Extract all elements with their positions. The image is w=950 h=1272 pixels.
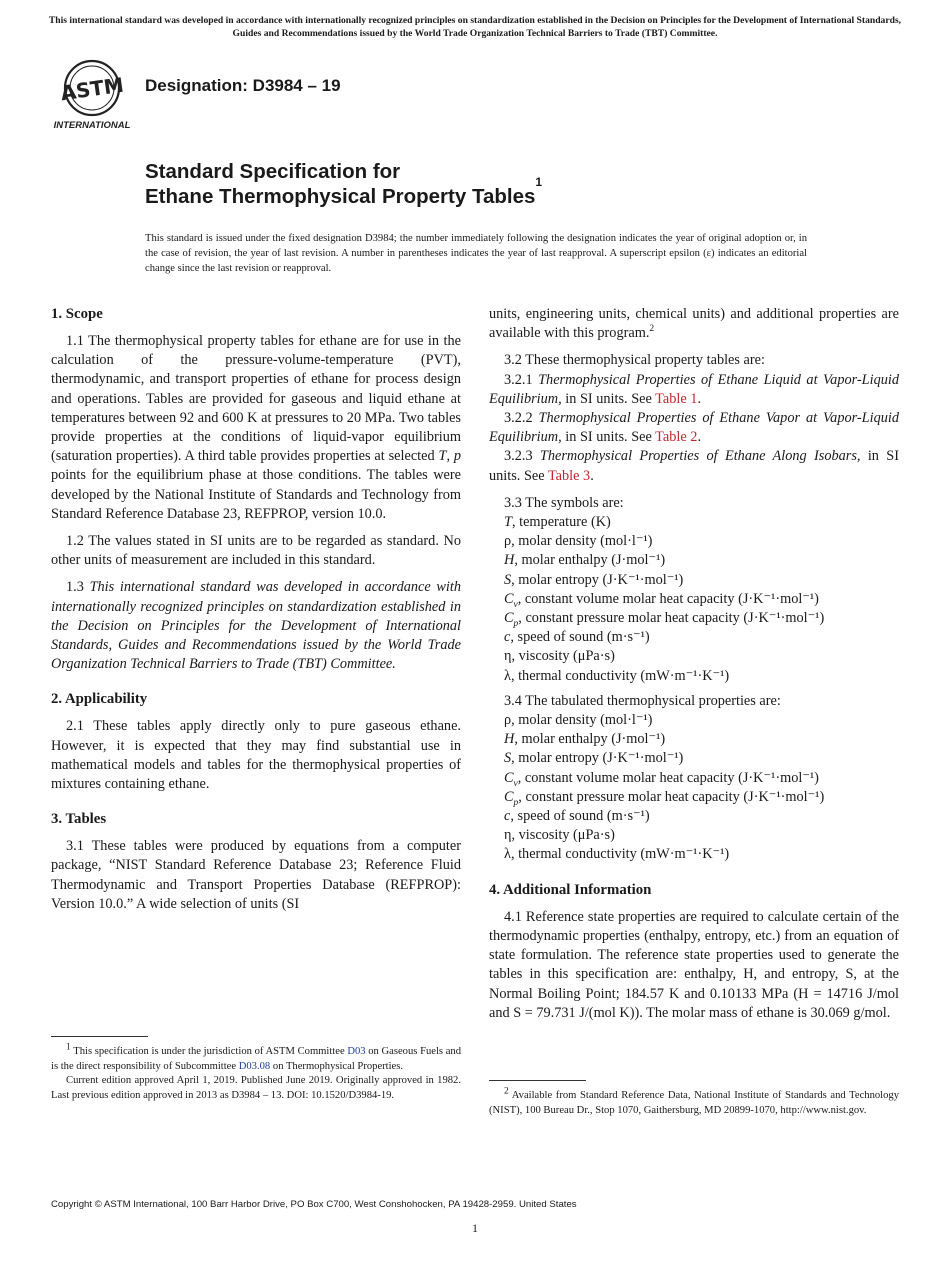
- document-title: [145, 159, 542, 209]
- footnote-rule-left: [51, 1036, 148, 1037]
- right-column: [489, 305, 899, 1031]
- symbol-item: λ, thermal conductivity (mW·m⁻¹·K⁻¹): [504, 667, 730, 684]
- logo-text: ASTM: [59, 72, 126, 106]
- tabulated-item: λ, thermal conductivity (mW·m⁻¹·K⁻¹): [504, 846, 730, 863]
- tabulated-item: c, speed of sound (m·s⁻¹): [504, 808, 650, 825]
- symbol-item: $C_v$, constant volume molar heat capacity (J·K⁻¹·mol⁻¹): [504, 590, 819, 610]
- standard-notice: This international standard was developed in accordance with internationally recognized principles on standardization established in the Decision on Principles for the Development of International Standards, Guides and Recommendations issued by the World Trade Organization Technical Barriers to Trade (TBT) Committee.: [48, 15, 902, 39]
- symbol-item: H, molar enthalpy (J·mol⁻¹): [504, 552, 666, 569]
- symbol-item: η, viscosity (μPa·s): [504, 648, 615, 665]
- section-2-heading: 2. Applicability: [51, 691, 148, 708]
- tabulated-list: [504, 711, 899, 865]
- footnote-1: $^1$ This specification is under the jurisdiction of ASTM Committee D03 on Gaseous Fuels and is the direct responsibility of Subcommittee D03.08 on Thermophysical Properties.: [51, 1042, 461, 1072]
- footnote-2: $^2$ Available from Standard Reference Data, National Institute of Standards and Technology (NIST), 100 Bureau Dr., Stop 1070, Gaithersburg, MD 20899-1070, http://www.nist.gov.: [489, 1086, 899, 1116]
- para-1-2: 1.2 The values stated in SI units are to be regarded as standard. No other units of measurement are included in this standard.: [51, 533, 461, 569]
- para-1-3: 1.3 This international standard was developed in accordance with internationally recognized principles on standardization established in the Decision on Principles for the Development of International Standards, Guides and Recommendations issued by the World Trade Organization Technical Barriers to Trade (TBT) Committee.: [51, 579, 462, 673]
- para-2-1: 2.1 These tables apply directly only to pure gaseous ethane. However, it is expected that they may find substantial use in mathematical models and tables for the thermophysical properties of mixtures containing ethane.: [51, 718, 461, 793]
- tabulated-item: $C_v$, constant volume molar heat capacity (J·K⁻¹·mol⁻¹): [504, 769, 819, 789]
- symbol-item: T, temperature (K): [504, 514, 611, 531]
- tabulated-item: S, molar entropy (J·K⁻¹·mol⁻¹): [504, 750, 684, 767]
- footnotes-right: [489, 1086, 899, 1118]
- symbol-item: c, speed of sound (m·s⁻¹): [504, 629, 650, 646]
- table-1-link[interactable]: Table 1: [655, 390, 698, 407]
- para-3-4: 3.4 The tabulated thermophysical properties are:: [504, 692, 781, 709]
- symbols-list: [504, 513, 899, 686]
- section-1-heading: 1. Scope: [51, 306, 103, 322]
- left-column: [51, 305, 461, 922]
- footnote-rule-right: [489, 1080, 586, 1081]
- tabulated-item: η, viscosity (μPa·s): [504, 827, 615, 844]
- para-4-1: 4.1 Reference state properties are required to calculate certain of the thermodynamic properties (enthalpy, entropy, etc.) from an equation of state formulation. The reference state properties used to generate the tables in this specification are: enthalpy, H, and entropy, S, at the Normal Boiling Point; 184.57 K and 0.10133 MPa (H = 14716 J/mol and S = 79.731 J/(mol K)). The molar mass of ethane is 30.069 g/mol.: [489, 908, 899, 1021]
- footnotes-left: [51, 1042, 461, 1103]
- tabulated-item: H, molar enthalpy (J·mol⁻¹): [504, 731, 666, 748]
- para-3-2: 3.2 These thermophysical property tables are:: [504, 352, 765, 369]
- para-3-3: 3.3 The symbols are:: [504, 494, 624, 511]
- copyright: Copyright © ASTM International, 100 Barr Harbor Drive, PO Box C700, West Conshohocken, PA 19428-2959. United States: [51, 1199, 577, 1210]
- symbol-item: ρ, molar density (mol·l⁻¹): [504, 533, 653, 550]
- symbol-item: S, molar entropy (J·K⁻¹·mol⁻¹): [504, 571, 684, 588]
- para-3-2-1: 3.2.1 Thermophysical Properties of Ethane Liquid at Vapor-Liquid Equilibrium, in SI units. See Table 1.: [489, 371, 900, 407]
- table-3-link[interactable]: Table 3: [547, 467, 591, 484]
- para-3-2-3: 3.2.3 Thermophysical Properties of Ethane Along Isobars, in SI units. See Table 3.: [489, 448, 899, 484]
- subcommittee-d03-08-link[interactable]: D03.08: [238, 1060, 271, 1072]
- logo-subtext: INTERNATIONAL: [53, 120, 131, 131]
- title-line-2: Ethane Thermophysical Property Tables$^1$: [145, 175, 543, 208]
- page-number: 1: [472, 1221, 478, 1235]
- title-footnote-mark: 1: [535, 175, 543, 189]
- astm-logo: [52, 55, 136, 133]
- para-1-1: 1.1 The thermophysical property tables for ethane are for use in the calculation of the pressure-volume-temperature (PVT), thermodynamic, and transport properties of ethane for process design and operations. Tables are provided for gaseous and liquid ethane at temperatures between 92 and 600 K at pressures to 20 MPa. Two tables provide properties at the conditions of liquid-vapor equilibrium (saturation properties). A third table provides properties at selected T, p points for the equilibrium phase at those conditions. The tables were developed by the National Institute of Standards and Technology from Standard Reference Database 23, REFPROP, version 10.0.: [51, 333, 462, 522]
- tabulated-item: ρ, molar density (mol·l⁻¹): [504, 712, 653, 729]
- section-3-heading: 3. Tables: [51, 811, 107, 828]
- designation: Designation: D3984 – 19: [145, 76, 341, 95]
- section-4-heading: 4. Additional Information: [489, 881, 652, 898]
- para-3-1: 3.1 These tables were produced by equations from a computer package, “NIST Standard Reference Database 23; Reference Fluid Thermodynamic and Transport Properties Database (REFPROP): Version 10.0.” A wide selection of units (SI: [51, 838, 461, 912]
- issued-note: This standard is issued under the fixed designation D3984; the number immediately following the designation indicates the year of original adoption or, in the case of revision, the year of last revision. A number in parentheses indicates the year of last reapproval. A superscript epsilon (ε) indicates an editorial change since the last revision or reapproval.: [145, 233, 807, 274]
- para-3-2-2: 3.2.2 Thermophysical Properties of Ethane Vapor at Vapor-Liquid Equilibrium, in SI units. See Table 2.: [489, 410, 899, 446]
- tabulated-item: $C_p$, constant pressure molar heat capacity (J·K⁻¹·mol⁻¹): [504, 788, 825, 808]
- committee-d03-link[interactable]: D03: [347, 1046, 366, 1057]
- title-line-1: Standard Specification for: [145, 160, 401, 183]
- para-3-1-continued: units, engineering units, chemical units) and additional properties are available with this program.$^2$: [489, 306, 899, 342]
- footnote-ref-2: 2: [649, 324, 655, 335]
- symbol-item: $C_p$, constant pressure molar heat capacity (J·K⁻¹·mol⁻¹): [504, 610, 825, 629]
- footnote-1-edition: Current edition approved April 1, 2019. Published June 2019. Originally approved in 1982. Last previous edition approved in 2013 as D3984 – 13. DOI: 10.1520/D3984-19.: [51, 1075, 461, 1101]
- table-2-link[interactable]: Table 2: [655, 429, 698, 446]
